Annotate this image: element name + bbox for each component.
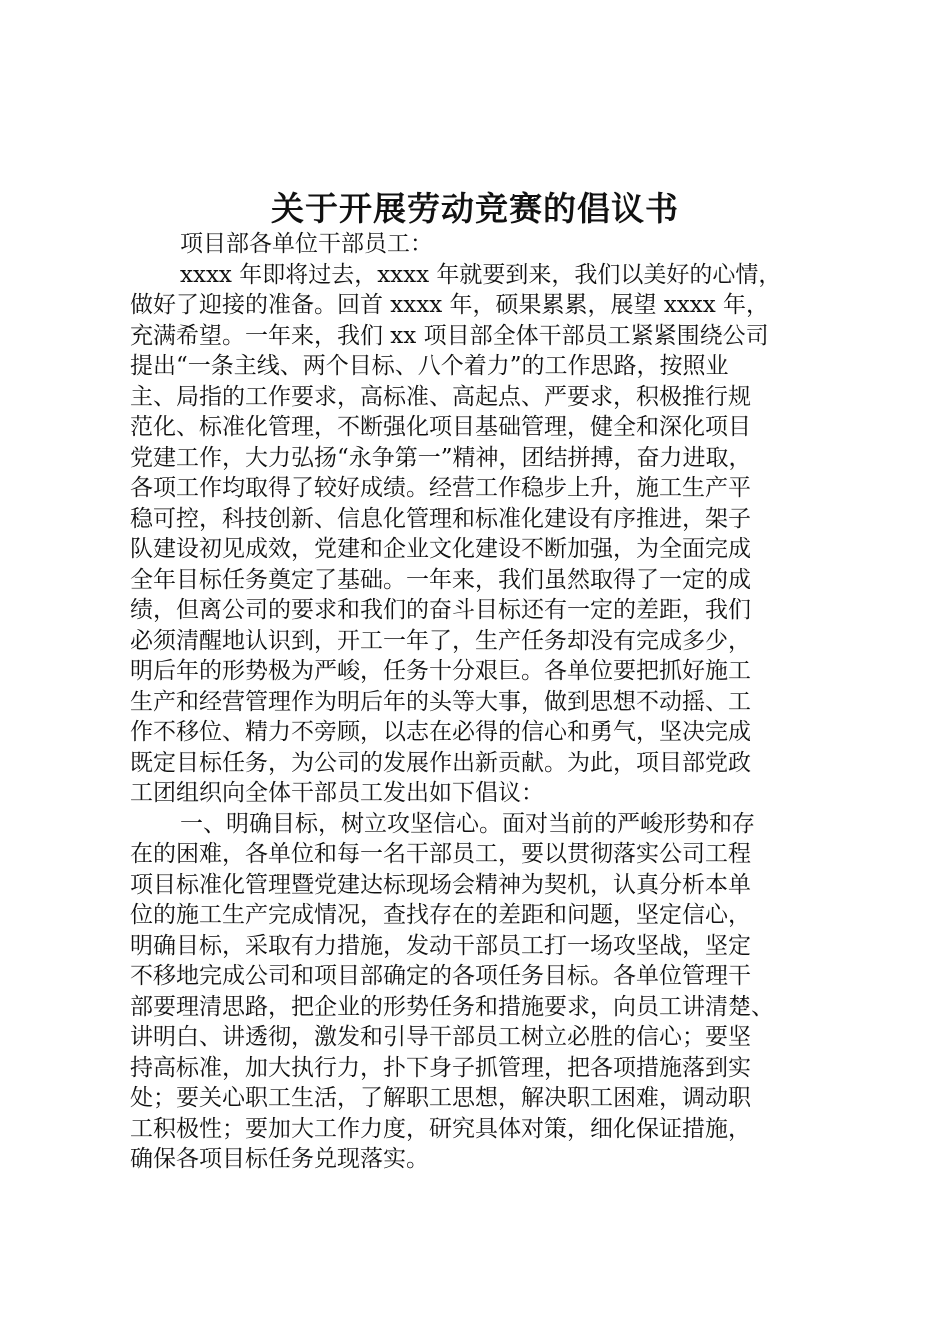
text-line: 作不移位、精力不旁顾，以志在必得的信心和勇气，坚决完成 (130, 719, 751, 745)
text-line: 全年目标任务奠定了基础。一年来，我们虽然取得了一定的成 (130, 566, 751, 593)
text-line: 既定目标任务，为公司的发展作出新贡献。为此，项目部党政 (130, 749, 751, 776)
text-line: 明后年的形势极为严峻，任务十分艰巨。各单位要把抓好施工 (130, 658, 751, 684)
text-line: 在的困难，各单位和每一名干部员工，要以贯彻落实公司工程 (130, 841, 751, 867)
text-line: 主、局指的工作要求，高标准、高起点、严要求，积极推行规 (130, 383, 751, 410)
text-line: 工积极性；要加大工作力度，研究具体对策，细化保证措施， (130, 1115, 751, 1142)
document-body (130, 229, 850, 1175)
paragraph-first-line: 一、明确目标，树立攻坚信心。面对当前的严峻形势和存 (180, 810, 755, 837)
text-line: 生产和经营管理作为明后年的头等大事，做到思想不动摇、工 (130, 688, 751, 715)
text-line: 队建设初见成效，党建和企业文化建设不断加强，为全面完成 (130, 536, 751, 562)
text-line: 各项工作均取得了较好成绩。经营工作稳步上升，施工生产平 (130, 475, 751, 501)
document-title: 关于开展劳动竞赛的倡议书 (271, 189, 679, 228)
text-line: 必须清醒地认识到，开工一年了，生产任务却没有完成多少， (130, 627, 751, 654)
text-line: 确保各项目标任务兑现落实。 (130, 1146, 429, 1172)
text-line: 讲明白、讲透彻，激发和引导干部员工树立必胜的信心；要坚 (130, 1024, 751, 1050)
text-line: 做好了迎接的准备。回首 xxxx 年，硕果累累，展望 xxxx 年， (130, 292, 770, 318)
text-line: 不移地完成公司和项目部确定的各项任务目标。各单位管理干 (130, 963, 751, 989)
text-line: 处；要关心职工生活，了解职工思想，解决职工困难，调动职 (130, 1085, 751, 1111)
text-line: 充满希望。一年来，我们 xx 项目部全体干部员工紧紧围绕公司 (130, 322, 769, 349)
text-line: 明确目标，采取有力措施，发动干部员工打一场攻坚战，坚定 (130, 932, 751, 959)
text-line: 稳可控，科技创新、信息化管理和标准化建设有序推进，架子 (130, 505, 751, 532)
text-line: 位的施工生产完成情况，查找存在的差距和问题，坚定信心， (130, 902, 751, 928)
text-line: 工团组织向全体干部员工发出如下倡议： (130, 780, 544, 806)
paragraph-first-line: xxxx 年即将过去，xxxx 年就要到来，我们以美好的心情， (180, 261, 782, 288)
text-line: 项目标准化管理暨党建达标现场会精神为契机，认真分析本单 (130, 871, 751, 898)
text-line: 绩，但离公司的要求和我们的奋斗目标还有一定的差距，我们 (130, 597, 751, 623)
text-line: 部要理清思路，把企业的形势任务和措施要求，向员工讲清楚、 (130, 993, 774, 1020)
paragraph-first-line: 项目部各单位干部员工： (180, 231, 433, 257)
text-line: 范化、标准化管理，不断强化项目基础管理，健全和深化项目 (130, 414, 751, 440)
text-line: 提出“一条主线、两个目标、八个着力”的工作思路，按照业 (130, 353, 729, 379)
text-line: 党建工作，大力弘扬“永争第一”精神，团结拼搏，奋力进取， (130, 444, 752, 471)
text-line: 持高标准，加大执行力，扑下身子抓管理，把各项措施落到实 (130, 1054, 751, 1081)
